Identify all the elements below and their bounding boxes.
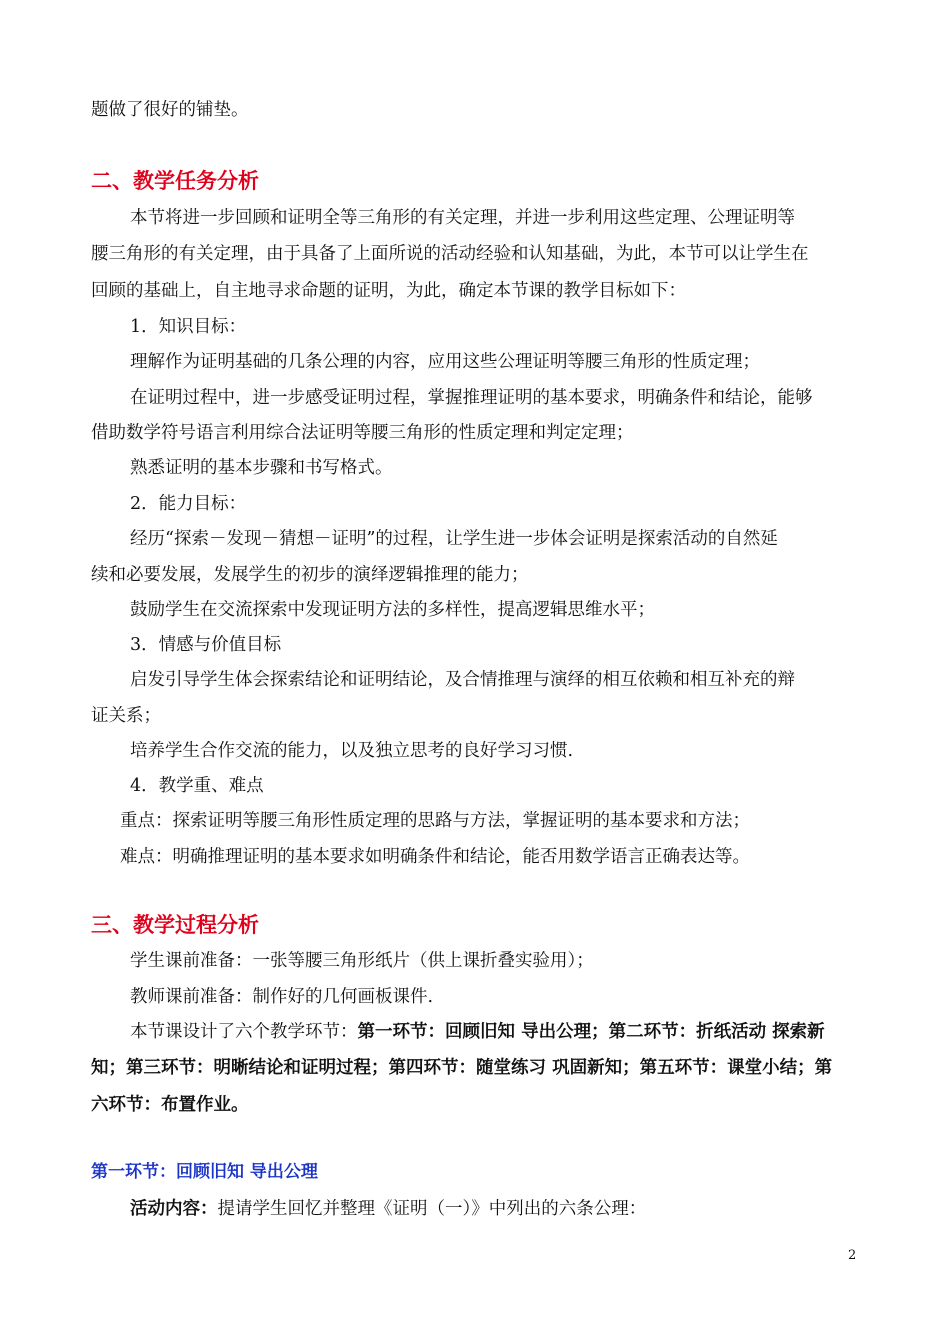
section-heading-process-analysis: 三、教学过程分析 <box>91 913 259 937</box>
page-number: 2 <box>848 1248 857 1263</box>
goal-emotion-item-1-cont: 证关系； <box>91 706 161 726</box>
goal-knowledge-item-1: 理解作为证明基础的几条公理的内容，应用这些公理证明等腰三角形的性质定理； <box>130 352 760 372</box>
goal-ability-title: 2．能力目标： <box>130 494 247 514</box>
task-intro-line-3: 回顾的基础上，自主地寻求命题的证明，为此，确定本节课的教学目标如下： <box>91 281 686 301</box>
goal-ability-item-1-cont: 续和必要发展，发展学生的初步的演绎逻辑推理的能力； <box>91 565 529 585</box>
section-heading-task-analysis: 二、教学任务分析 <box>91 169 259 193</box>
step1-activity <box>130 1197 900 1221</box>
goal-knowledge-item-2: 在证明过程中，进一步感受证明过程，掌握推理证明的基本要求，明确条件和结论，能够 <box>130 388 813 408</box>
goal-emotion-item-2: 培养学生合作交流的能力，以及独立思考的良好学习习惯. <box>130 741 574 761</box>
task-intro-line-2: 腰三角形的有关定理，由于具备了上面所说的活动经验和认知基础，为此，本节可以让学生在 <box>91 244 809 264</box>
difficult-point: 难点：明确推理证明的基本要求如明确条件和结论，能否用数学语言正确表达等。 <box>120 847 750 867</box>
goal-ability-item-1: 经历“探索－发现－猜想－证明”的过程，让学生进一步体会证明是探索活动的自然延 <box>130 529 778 549</box>
key-difficult-title: 4．教学重、难点 <box>130 776 264 796</box>
goal-emotion-title: 3．情感与价值目标 <box>130 635 282 655</box>
design-lead-text: 本节课设计了六个教学环节： <box>130 1022 358 1042</box>
student-preparation: 学生课前准备：一张等腰三角形纸片（供上课折叠实验用）； <box>130 951 594 971</box>
step1-heading: 第一环节：回顾旧知 导出公理 <box>91 1162 318 1182</box>
goal-knowledge-title: 1．知识目标： <box>130 317 247 337</box>
task-intro-line-1: 本节将进一步回顾和证明全等三角形的有关定理，并进一步利用这些定理、公理证明等 <box>130 208 795 228</box>
paragraph-continuation: 题做了很好的铺垫。 <box>91 100 249 120</box>
design-steps-bold-2: 知；第三环节：明晰结论和证明过程；第四环节：随堂练习 巩固新知；第五环节：课堂小结；第 <box>91 1058 833 1078</box>
key-point: 重点：探索证明等腰三角形性质定理的思路与方法，掌握证明的基本要求和方法； <box>120 811 750 831</box>
design-line-1 <box>130 1020 900 1044</box>
goal-knowledge-item-2-cont: 借助数学符号语言利用综合法证明等腰三角形的性质定理和判定定理； <box>91 423 634 443</box>
activity-label: 活动内容： <box>130 1199 218 1219</box>
design-steps-bold-1: 第一环节：回顾旧知 导出公理；第二环节：折纸活动 探索新 <box>357 1022 825 1042</box>
goal-knowledge-item-3: 熟悉证明的基本步骤和书写格式。 <box>130 458 393 478</box>
design-steps-bold-3: 六环节：布置作业。 <box>91 1095 249 1115</box>
goal-ability-item-2: 鼓励学生在交流探索中发现证明方法的多样性，提高逻辑思维水平； <box>130 600 655 620</box>
teacher-preparation: 教师课前准备：制作好的几何画板课件. <box>130 987 434 1007</box>
goal-emotion-item-1: 启发引导学生体会探索结论和证明结论，及合情推理与演绎的相互依赖和相互补充的辩 <box>130 670 795 690</box>
activity-text: 提请学生回忆并整理《证明（一）》中列出的六条公理： <box>217 1199 647 1219</box>
